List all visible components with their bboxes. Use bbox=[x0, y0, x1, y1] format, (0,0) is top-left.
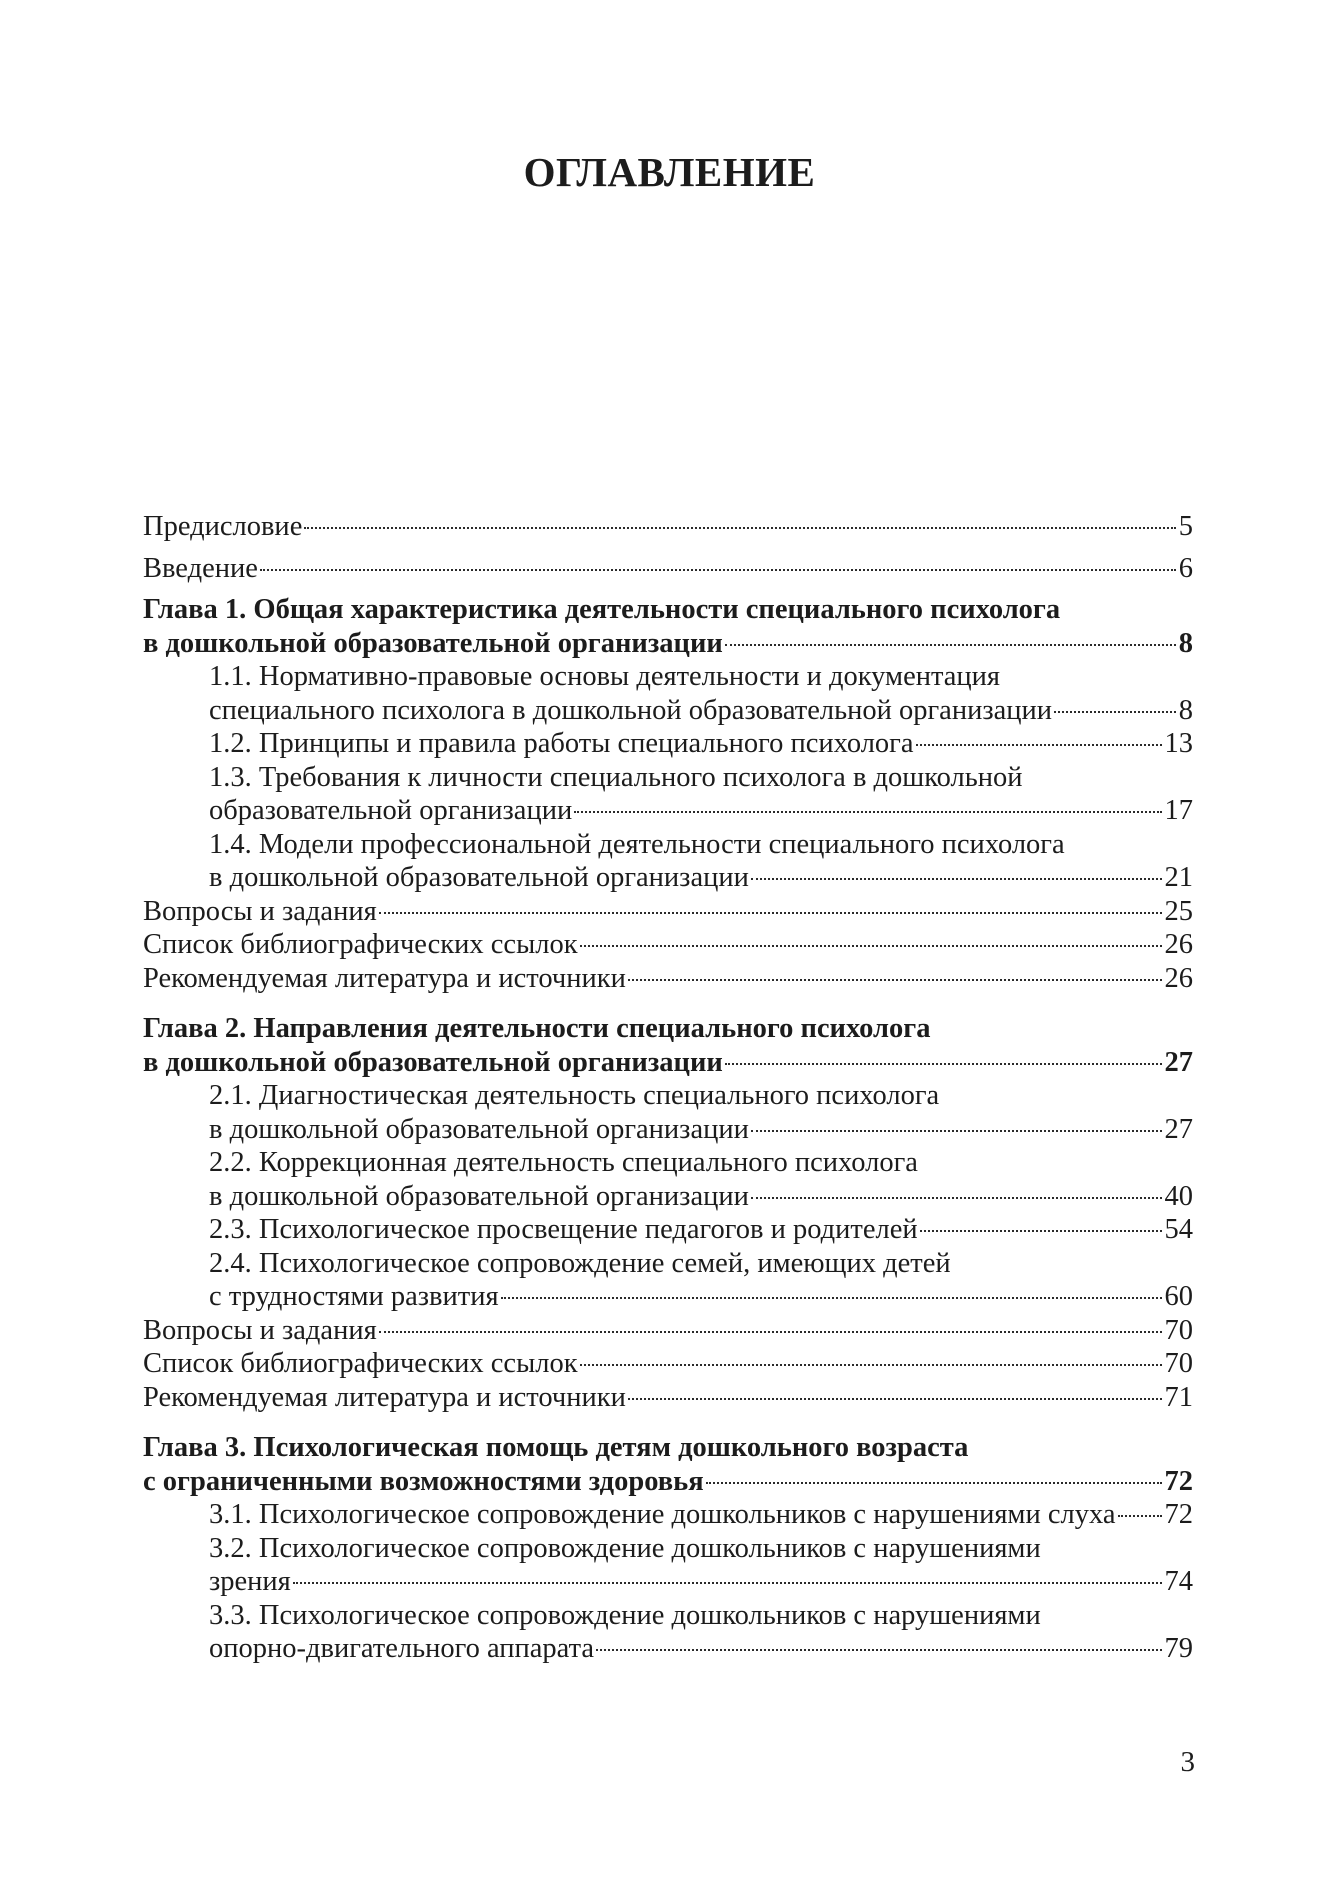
toc-page-number: 27 bbox=[1164, 1046, 1193, 1078]
toc-section-1-3-entry[interactable] bbox=[143, 794, 1193, 828]
toc-entry-text: зрения bbox=[209, 1566, 291, 1597]
toc-ch1-literature-entry[interactable] bbox=[143, 962, 1193, 996]
toc-entry-text: Список библиографических ссылок bbox=[143, 929, 578, 960]
toc-section-3-2-title[interactable]: 3.2. Психологическое сопровождение дошкольников с нарушениями bbox=[209, 1532, 1041, 1564]
toc-section-1-2-entry[interactable] bbox=[143, 727, 1193, 761]
toc-entry-text: в дошкольной образовательной организации bbox=[209, 1180, 749, 1212]
toc-entry-introduction[interactable] bbox=[143, 552, 1193, 586]
toc-entry-text: Рекомендуемая литература и источники bbox=[143, 962, 626, 994]
toc-entry-text: Предисловие bbox=[143, 511, 303, 542]
dot-leader bbox=[379, 912, 1162, 914]
toc-chapter-3-entry[interactable] bbox=[143, 1465, 1193, 1499]
toc-section-3-1-entry[interactable] bbox=[143, 1498, 1193, 1532]
toc-page-number: 70 bbox=[1164, 1314, 1193, 1346]
dot-leader bbox=[916, 744, 1162, 746]
toc-ch1-references-entry[interactable] bbox=[143, 928, 1193, 962]
toc-entry-text: в дошкольной образовательной организации bbox=[143, 1046, 723, 1078]
toc-section-2-2-entry[interactable] bbox=[143, 1180, 1193, 1214]
dot-leader bbox=[574, 811, 1161, 813]
toc-entry-text: с трудностями развития bbox=[209, 1281, 499, 1312]
toc-page-number: 8 bbox=[1178, 627, 1193, 659]
toc-section-2-3-entry[interactable] bbox=[143, 1213, 1193, 1247]
toc-entry-text: в дошкольной образовательной организации bbox=[143, 627, 723, 659]
toc-section-1-3-title[interactable]: 1.3. Требования к личности специального психолога в дошкольной bbox=[209, 761, 1023, 793]
dot-leader bbox=[580, 945, 1162, 947]
toc-entry-text: образовательной организации bbox=[209, 795, 573, 826]
toc-page-number: 21 bbox=[1164, 862, 1193, 893]
toc-page-number: 54 bbox=[1164, 1214, 1193, 1245]
toc-entry-text: Вопросы и задания bbox=[143, 895, 377, 927]
toc-ch2-literature-entry[interactable] bbox=[143, 1381, 1193, 1415]
dot-leader bbox=[725, 1063, 1162, 1065]
toc-page-number: 71 bbox=[1164, 1381, 1193, 1413]
toc-page-number: 13 bbox=[1164, 728, 1193, 759]
toc-page-number: 26 bbox=[1164, 962, 1193, 994]
toc-ch2-questions-entry[interactable] bbox=[143, 1314, 1193, 1348]
toc-section-1-1-title[interactable]: 1.1. Нормативно-правовые основы деятельности и документация bbox=[209, 661, 1001, 692]
dot-leader bbox=[379, 1331, 1162, 1333]
toc-section-1-1-entry[interactable] bbox=[143, 694, 1193, 728]
toc-section-2-1-title[interactable]: 2.1. Диагностическая деятельность специального психолога bbox=[209, 1080, 940, 1111]
toc-entry-text: специального психолога в дошкольной образовательной организации bbox=[209, 694, 1053, 726]
toc-page-number: 25 bbox=[1164, 895, 1193, 927]
dot-leader bbox=[751, 1197, 1162, 1199]
page-title: ОГЛАВЛЕНИЕ bbox=[523, 149, 816, 195]
dot-leader bbox=[501, 1297, 1162, 1299]
toc-page-number: 72 bbox=[1164, 1499, 1193, 1530]
toc-chapter-1-title[interactable]: Глава 1. Общая характеристика деятельности специального психолога bbox=[143, 594, 1061, 625]
toc-page-number: 27 bbox=[1164, 1113, 1193, 1145]
toc-page-number: 17 bbox=[1164, 795, 1193, 826]
toc-page-number: 74 bbox=[1164, 1566, 1193, 1597]
toc-entry-text: в дошкольной образовательной организации bbox=[209, 1113, 749, 1145]
toc-section-2-4-title[interactable]: 2.4. Психологическое сопровождение семей, имеющих детей bbox=[209, 1247, 951, 1279]
toc-chapter-2-entry[interactable] bbox=[143, 1046, 1193, 1080]
dot-leader bbox=[580, 1364, 1162, 1366]
toc-page-number: 40 bbox=[1164, 1180, 1193, 1212]
toc-entry-text: в дошкольной образовательной организации bbox=[209, 862, 749, 893]
toc-entry-text: 1.2. Принципы и правила работы специального психолога bbox=[209, 728, 914, 759]
toc-entry-text: Рекомендуемая литература и источники bbox=[143, 1381, 626, 1413]
toc-chapter-1-entry[interactable] bbox=[143, 627, 1193, 661]
toc-section-2-1-entry[interactable] bbox=[143, 1113, 1193, 1147]
dot-leader bbox=[260, 569, 1176, 571]
dot-leader bbox=[1118, 1515, 1162, 1517]
dot-leader bbox=[725, 644, 1176, 646]
toc-entry-text: 3.1. Психологическое сопровождение дошкольников с нарушениями слуха bbox=[209, 1499, 1116, 1530]
dot-leader bbox=[751, 878, 1162, 880]
toc-entry-text: 2.3. Психологическое просвещение педагогов и родителей bbox=[209, 1214, 918, 1245]
dot-leader bbox=[706, 1482, 1162, 1484]
dot-leader bbox=[751, 1130, 1162, 1132]
dot-leader bbox=[1054, 711, 1176, 713]
dot-leader bbox=[920, 1230, 1162, 1232]
dot-leader bbox=[628, 1398, 1162, 1400]
toc-page-number: 5 bbox=[1178, 511, 1193, 542]
toc-ch2-references-entry[interactable] bbox=[143, 1347, 1193, 1381]
toc-section-2-4-entry[interactable] bbox=[143, 1280, 1193, 1314]
toc-page-number: 6 bbox=[1178, 552, 1193, 584]
toc-page-number: 72 bbox=[1164, 1465, 1193, 1497]
toc-entry-text: опорно-двигательного аппарата bbox=[209, 1633, 595, 1664]
toc-section-2-2-title[interactable]: 2.2. Коррекционная деятельность специального психолога bbox=[209, 1147, 918, 1178]
toc-ch1-questions-entry[interactable] bbox=[143, 895, 1193, 929]
toc-chapter-3-title[interactable]: Глава 3. Психологическая помощь детям дошкольного возраста bbox=[143, 1432, 969, 1463]
dot-leader bbox=[293, 1582, 1162, 1584]
toc-page-number: 26 bbox=[1164, 929, 1193, 960]
toc-page-number: 60 bbox=[1164, 1281, 1193, 1312]
toc-section-3-3-title[interactable]: 3.3. Психологическое сопровождение дошкольников с нарушениями bbox=[209, 1599, 1041, 1631]
toc-page-number: 70 bbox=[1164, 1348, 1193, 1379]
toc-entry-text: Введение bbox=[143, 552, 258, 584]
table-of-contents bbox=[143, 510, 1193, 1666]
toc-section-1-4-title[interactable]: 1.4. Модели профессиональной деятельности специального психолога bbox=[209, 828, 1065, 860]
dot-leader bbox=[596, 1649, 1161, 1651]
toc-page-number: 79 bbox=[1164, 1633, 1193, 1664]
toc-chapter-2-title[interactable]: Глава 2. Направления деятельности специального психолога bbox=[143, 1013, 931, 1044]
dot-leader bbox=[628, 979, 1162, 981]
toc-section-1-4-entry[interactable] bbox=[143, 861, 1193, 895]
toc-entry-foreword[interactable] bbox=[143, 510, 1193, 544]
toc-page-number: 8 bbox=[1178, 694, 1193, 726]
dot-leader bbox=[304, 527, 1175, 529]
toc-entry-text: Вопросы и задания bbox=[143, 1314, 377, 1346]
toc-entry-text: Список библиографических ссылок bbox=[143, 1348, 578, 1379]
toc-entry-text: с ограниченными возможностями здоровья bbox=[143, 1465, 704, 1497]
toc-section-3-2-entry[interactable] bbox=[143, 1565, 1193, 1599]
toc-section-3-3-entry[interactable] bbox=[143, 1632, 1193, 1666]
page-number: 3 bbox=[1180, 1746, 1195, 1778]
